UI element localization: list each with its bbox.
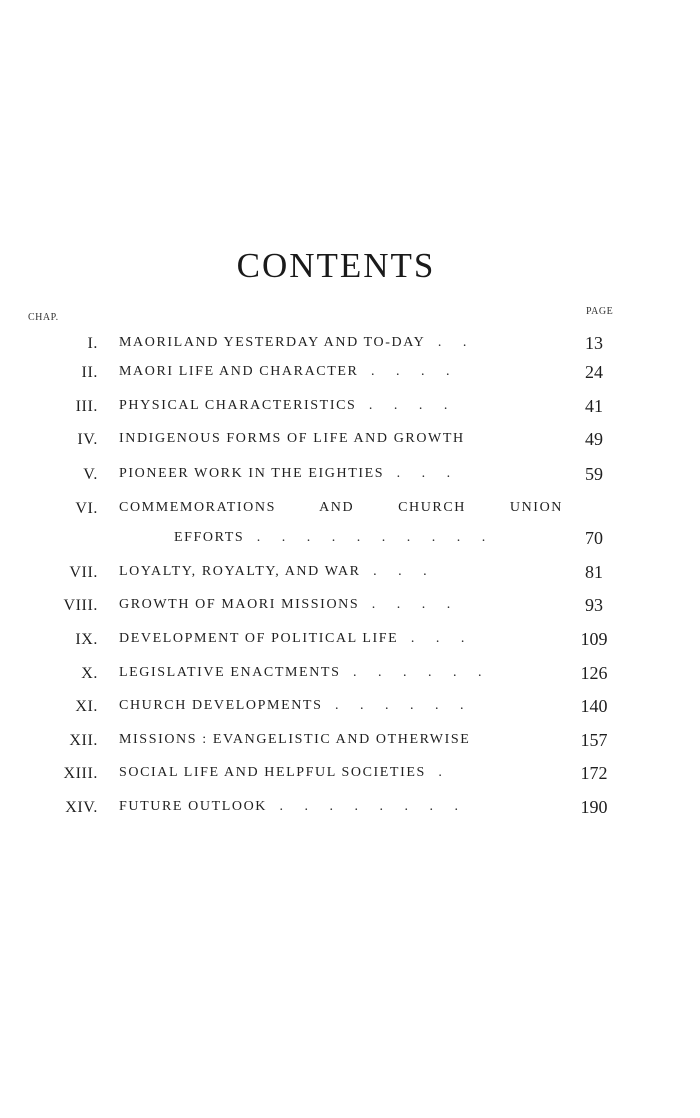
- chapter-number: III.: [75, 398, 98, 415]
- page-number: 172: [580, 763, 608, 783]
- chapter-title: MAORI LIFE AND CHARACTER . . . .: [119, 364, 459, 379]
- chapter-title: DEVELOPMENT OF POLITICAL LIFE . . .: [119, 631, 474, 646]
- dot-leader: . . . . . . . .: [267, 799, 468, 814]
- page-number: 59: [585, 464, 603, 484]
- page-number: 81: [585, 562, 603, 582]
- toc-entry-8[interactable]: [0, 597, 700, 621]
- page-number: 13: [585, 333, 603, 353]
- toc-entry-7[interactable]: [0, 564, 700, 588]
- dot-leader: . . . .: [358, 364, 459, 379]
- toc-entry-4[interactable]: [0, 431, 700, 455]
- page-number: 24: [585, 362, 603, 382]
- toc-entry-5[interactable]: [0, 466, 700, 490]
- chapter-number: XIV.: [65, 799, 98, 816]
- page-column-header: PAGE: [586, 306, 614, 317]
- page-number: 157: [580, 730, 608, 750]
- chapter-title-continued: EFFORTS . . . . . . . . . .: [174, 530, 495, 545]
- chapter-title: GROWTH OF MAORI MISSIONS . . . .: [119, 597, 460, 612]
- chapter-number: IX.: [75, 631, 98, 648]
- toc-entry-10[interactable]: [0, 665, 700, 689]
- page-number: 140: [580, 696, 608, 716]
- chapter-title: FUTURE OUTLOOK . . . . . . . .: [119, 799, 468, 814]
- chapter-number: VII.: [69, 564, 98, 581]
- dot-leader: . . .: [384, 466, 460, 481]
- chapter-number: IV.: [77, 431, 98, 448]
- chapter-number: VI.: [75, 500, 98, 517]
- dot-leader: . .: [425, 335, 476, 350]
- chapter-number: XI.: [75, 698, 98, 715]
- page-number: 93: [585, 595, 603, 615]
- chapter-title: CHURCH DEVELOPMENTS . . . . . .: [119, 698, 473, 713]
- chapter-title: MISSIONS : EVANGELISTIC AND OTHERWISE: [119, 732, 471, 747]
- toc-entry-11[interactable]: [0, 698, 700, 722]
- chap-column-header: CHAP.: [28, 312, 59, 323]
- chapter-number: X.: [81, 665, 98, 682]
- chapter-number: V.: [83, 466, 98, 483]
- dot-leader: .: [425, 765, 451, 780]
- toc-entry-1[interactable]: [0, 335, 700, 359]
- toc-entry-6-continued[interactable]: [0, 530, 700, 554]
- dot-leader: . . .: [398, 631, 474, 646]
- toc-entry-13[interactable]: [0, 765, 700, 789]
- page-title: CONTENTS: [236, 246, 436, 285]
- chapter-title: MAORILAND YESTERDAY AND TO-DAY . .: [119, 335, 476, 350]
- chapter-title: LOYALTY, ROYALTY, AND WAR . . .: [119, 564, 436, 579]
- page-number: 190: [580, 797, 608, 817]
- chapter-title: PHYSICAL CHARACTERISTICS . . . .: [119, 398, 457, 413]
- page-number: 41: [585, 396, 603, 416]
- dot-leader: . . . . . . . . . .: [244, 530, 495, 545]
- chapter-number: XII.: [69, 732, 98, 749]
- dot-leader: . . .: [360, 564, 436, 579]
- dot-leader: . . . .: [356, 398, 457, 413]
- chapter-title: SOCIAL LIFE AND HELPFUL SOCIETIES .: [119, 765, 451, 780]
- chapter-title: LEGISLATIVE ENACTMENTS . . . . . .: [119, 665, 491, 680]
- toc-entry-14[interactable]: [0, 799, 700, 823]
- toc-entry-3[interactable]: [0, 398, 700, 422]
- dot-leader: . . . . . .: [322, 698, 473, 713]
- chapter-title: COMMEMORATIONS AND CHURCH UNION: [119, 500, 563, 515]
- chapter-number: II.: [81, 364, 98, 381]
- toc-entry-6[interactable]: [0, 500, 700, 524]
- toc-entry-2[interactable]: [0, 364, 700, 388]
- chapter-title: PIONEER WORK IN THE EIGHTIES . . .: [119, 466, 460, 481]
- dot-leader: . . . .: [359, 597, 460, 612]
- dot-leader: . . . . . .: [340, 665, 491, 680]
- chapter-number: XIII.: [63, 765, 98, 782]
- page-number: 126: [580, 663, 608, 683]
- page-number: 109: [580, 629, 608, 649]
- chapter-number: I.: [87, 335, 98, 352]
- chapter-number: VIII.: [63, 597, 98, 614]
- toc-entry-12[interactable]: [0, 732, 700, 756]
- page-number: 70: [585, 528, 603, 548]
- page-number: 49: [585, 429, 603, 449]
- chapter-title: INDIGENOUS FORMS OF LIFE AND GROWTH: [119, 431, 465, 446]
- toc-entry-9[interactable]: [0, 631, 700, 655]
